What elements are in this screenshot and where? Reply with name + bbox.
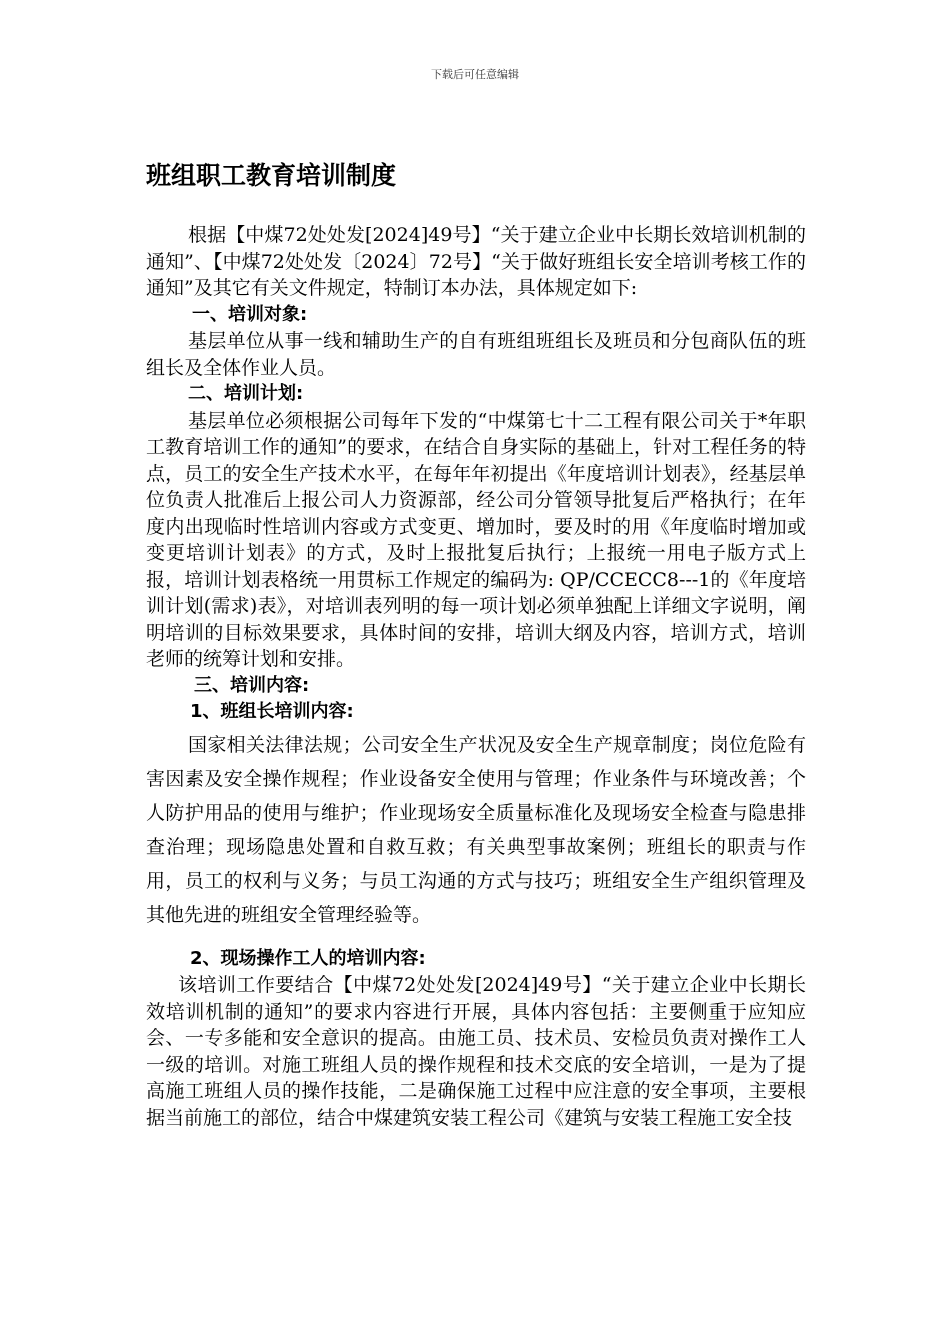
section-1-heading: 一、培训对象: [192, 303, 308, 325]
document-title: 班组职工教育培训制度 [146, 161, 397, 190]
document-body [146, 222, 806, 1131]
section-3-1-heading: 1、班组长培训内容: [190, 701, 354, 722]
section-3-2-heading: 2、现场操作工人的培训内容: [190, 947, 426, 969]
section-2-heading: 二、培训计划: [188, 383, 304, 404]
section-3-heading: 三、培训内容: [194, 674, 310, 696]
section-1-body: 基层单位从事一线和辅助生产的自有班组班组长及班员和分包商队伍的班组长及全体作业人员。 [146, 330, 806, 379]
page-header-note: 下载后可任意编辑 [431, 68, 519, 81]
section-2-body: 基层单位必须根据公司每年下发的“中煤第七十二工程有限公司关于*年职工教育培训工作的通知”的要求，在结合自身实际的基础上，针对工程任务的特点，员工的安全生产技术水平，在每年年初提出《年度培训计划表》，经基层单位负责人批准后上报公司人力资源部，经公司分管领导批复后严格执行；在年度内出现临时性培训内容或方式变更、增加时，要及时的用《年度临时增加或变更培训计划表》的方式，及时上报批复后执行；上报统一用电子版方式上报，培训计划表格统一用贯标工作规定的编码为: QP/CCECC8---1的《年度培训计划(需求)表》，对培训表列明的每一项计划必须单独配上详细文字说明，阐明培训的目标效果要求，具体时间的安排，培训大纲及内容，培训方式，培训老师的统筹计划和安排。 [146, 409, 806, 670]
section-3-2-body: 该培训工作要结合【中煤72处处发[2024]49号】“关于建立企业中长期长效培训机制的通知”的要求内容进行开展，具体内容包括：主要侧重于应知应会、一专多能和安全意识的提高。由施工员、技术员、安检员负责对操作工人一级的培训。对施工班组人员的操作规程和技术交底的安全培训，一是为了提高施工班组人员的操作技能，二是确保施工过程中应注意的安全事项，主要根据当前施工的部位，结合中煤建筑安装工程公司《建筑与安装工程施工安全技 [146, 974, 806, 1129]
intro-paragraph: 根据【中煤72处处发[2024]49号】“关于建立企业中长期长效培训机制的通知”、【中煤72处处发〔2024〕72号】“关于做好班组长安全培训考核工作的通知”及其它有关文件规定，特制订本办法，具体规定如下: [146, 224, 806, 299]
section-3-1-body: 国家相关法律法规；公司安全生产状况及安全生产规章制度；岗位危险有害因素及安全操作规程；作业设备安全使用与管理；作业条件与环境改善；个人防护用品的使用与维护；作业现场安全质量标准化及现场安全检查与隐患排查治理；现场隐患处置和自救互救；有关典型事故案例；班组长的职责与作用，员工的权利与义务；与员工沟通的方式与技巧；班组安全生产组织管理及其他先进的班组安全管理经验等。 [146, 733, 806, 926]
